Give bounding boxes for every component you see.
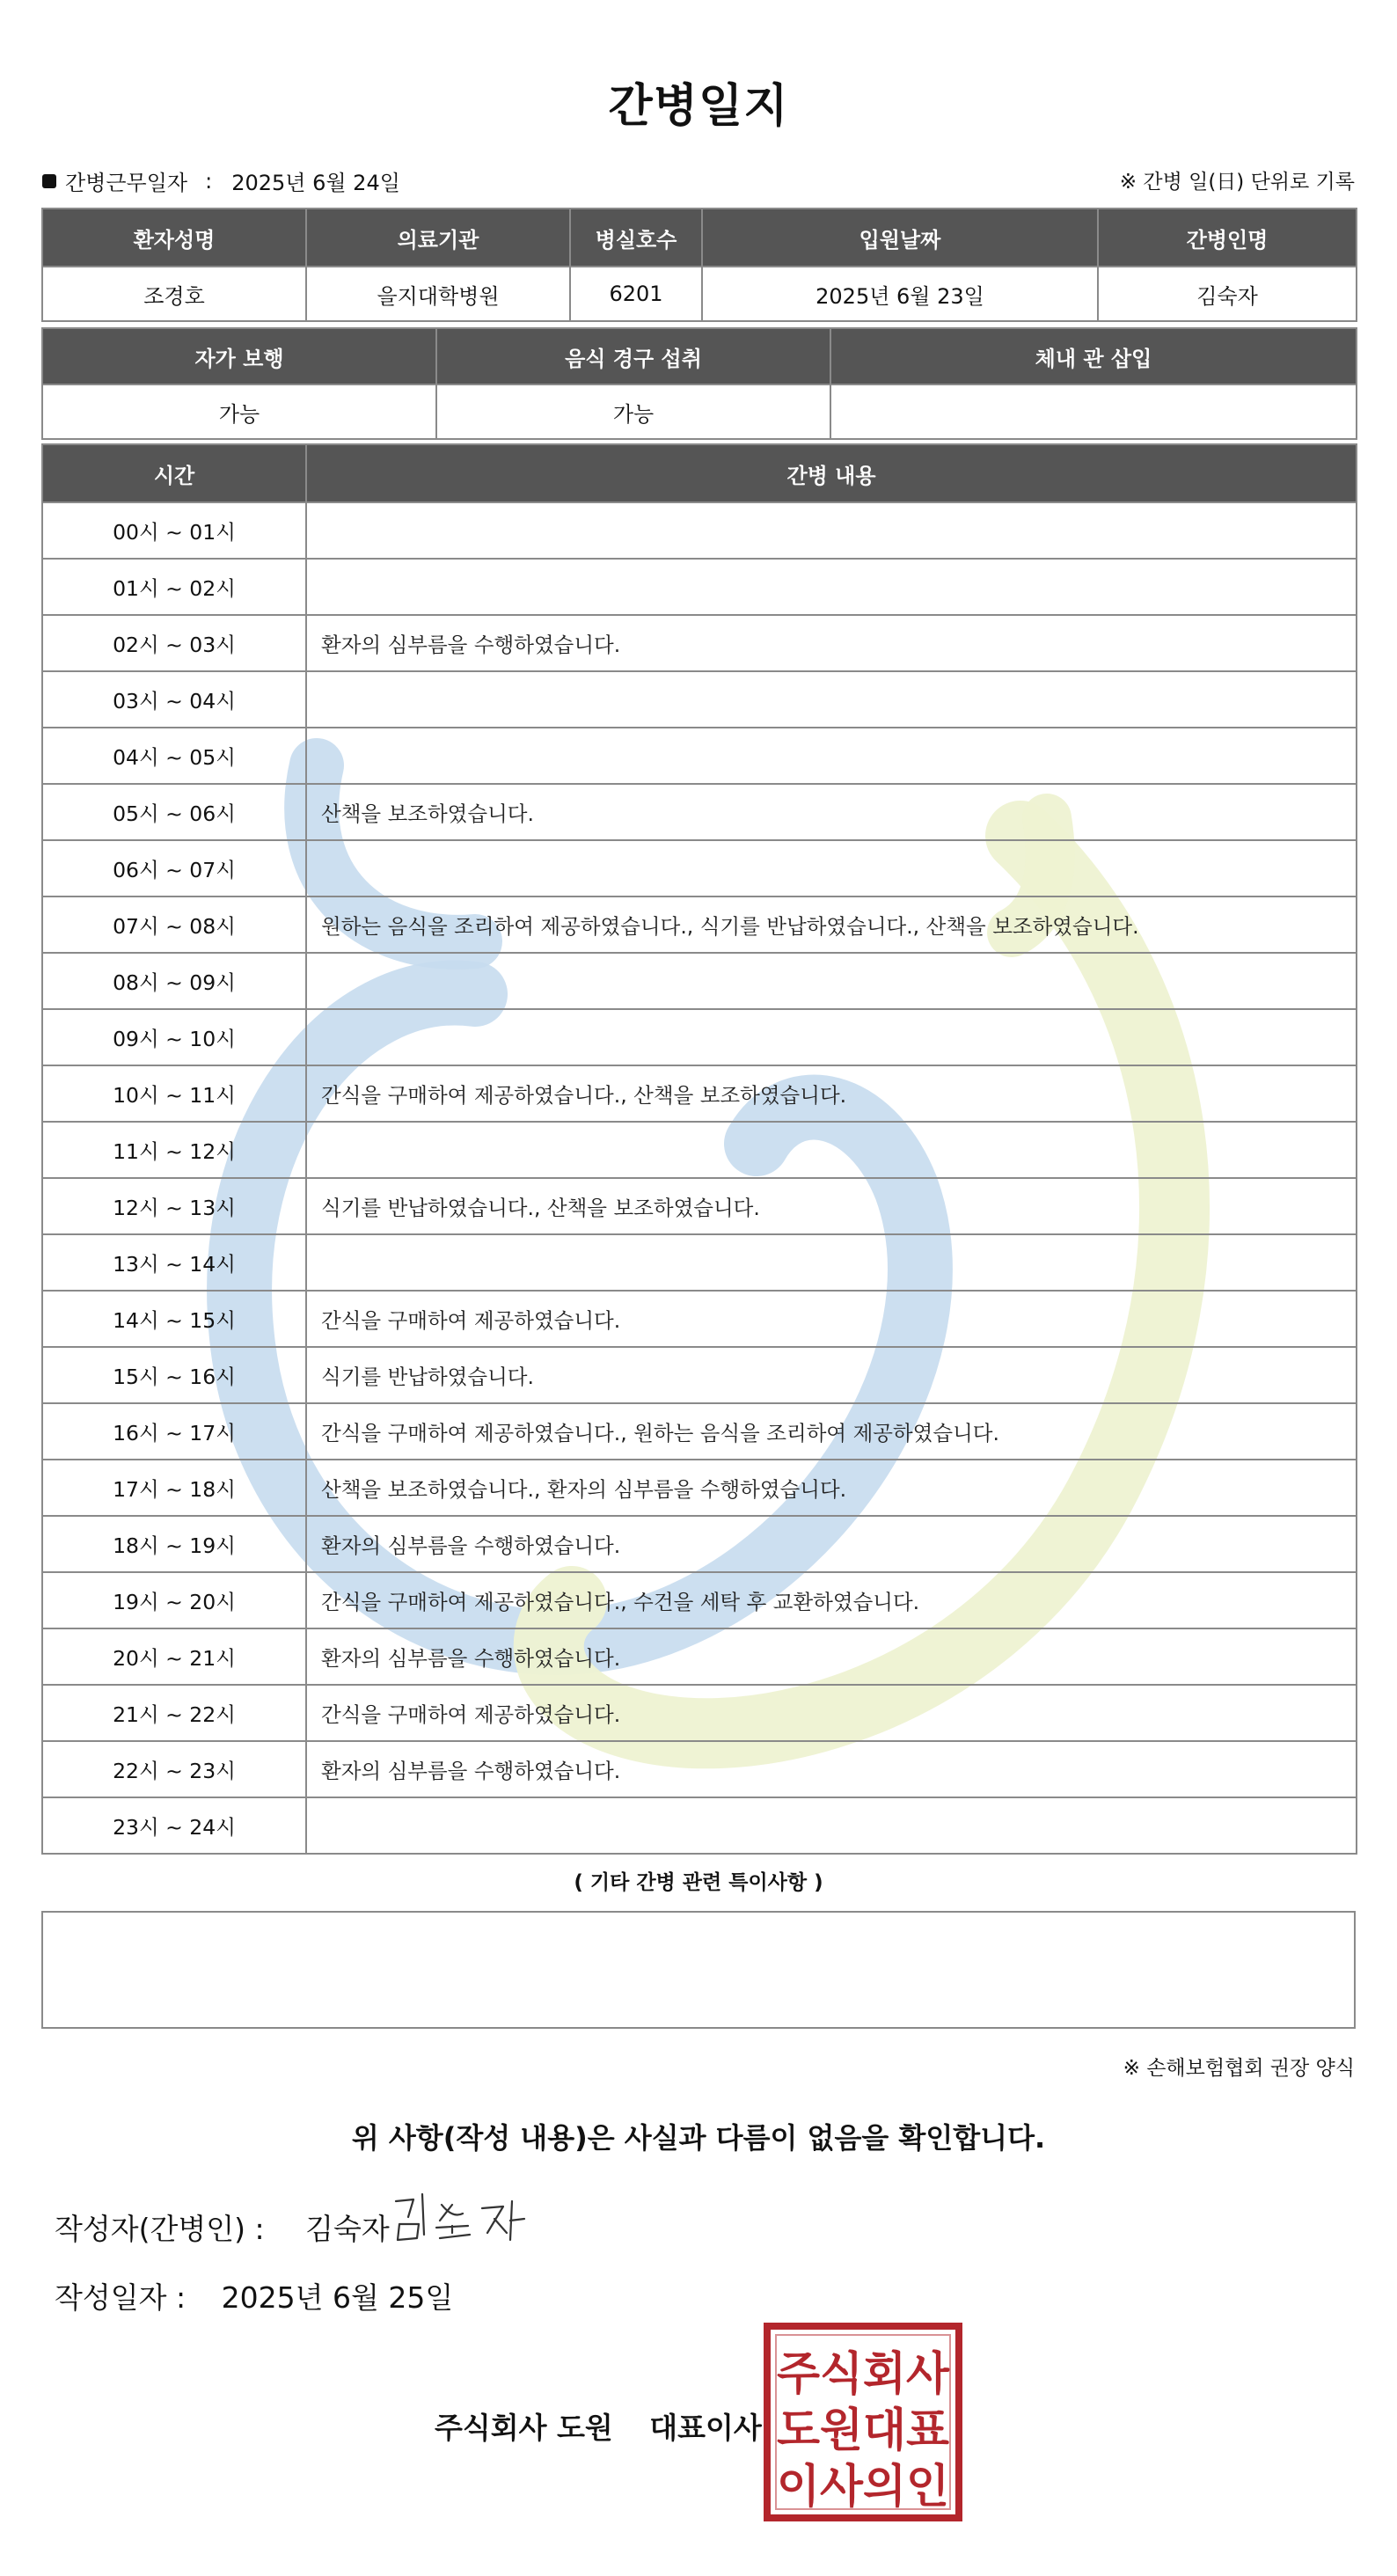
table-row [42,784,1357,840]
log-content: 간식을 구매하여 제공하였습니다., 산책을 보조하였습니다. [306,1065,1357,1122]
log-content [306,502,1357,559]
header-care-content: 간병 내용 [306,444,1357,502]
header-hospital: 의료기관 [306,209,570,267]
log-time: 12시 ~ 13시 [42,1178,306,1234]
table-row [42,671,1357,728]
table-row [42,1122,1357,1178]
table-row [42,896,1357,953]
log-time: 17시 ~ 18시 [42,1460,306,1516]
table-row [42,1516,1357,1572]
writer-line [55,2206,390,2248]
log-time: 03시 ~ 04시 [42,671,306,728]
patient-name: 조경호 [42,267,306,321]
confirmation-statement: 위 사항(작성 내용)은 사실과 다름이 없음을 확인합니다. [351,2121,1046,2155]
company-name: 주식회사 도원 [435,2411,613,2445]
patient-info-value-row [42,267,1357,321]
log-time: 11시 ~ 12시 [42,1122,306,1178]
log-time: 22시 ~ 23시 [42,1741,306,1797]
writer-name: 김숙자 [305,2212,390,2246]
self-walking: 가능 [42,384,436,439]
table-row [42,1178,1357,1234]
log-time: 10시 ~ 11시 [42,1065,306,1122]
notes-box [41,1911,1356,2029]
log-content: 환자의 심부름을 수행하였습니다. [306,1628,1357,1685]
header-room-number: 병실호수 [570,209,702,267]
work-date-colon: : [205,168,213,194]
table-row [42,728,1357,784]
table-row [42,502,1357,559]
written-date-value: 2025년 6월 25일 [221,2280,454,2315]
log-time: 21시 ~ 22시 [42,1685,306,1741]
svg-text:주식회사: 주식회사 [777,2348,950,2401]
log-content [306,728,1357,784]
table-row [42,1797,1357,1854]
log-content: 산책을 보조하였습니다., 환자의 심부름을 수행하였습니다. [306,1460,1357,1516]
log-time: 18시 ~ 19시 [42,1516,306,1572]
table-row [42,840,1357,896]
table-row [42,1628,1357,1685]
work-date [42,165,400,196]
log-content: 간식을 구매하여 제공하였습니다. [306,1685,1357,1741]
log-time: 09시 ~ 10시 [42,1009,306,1065]
written-date-label: 작성일자 : [55,2280,187,2315]
patient-status-table [41,327,1357,440]
admission-date: 2025년 6월 23일 [702,267,1098,321]
log-content: 환자의 심부름을 수행하였습니다. [306,615,1357,671]
table-row [42,1347,1357,1403]
written-date-line [55,2275,453,2316]
work-date-value: 2025년 6월 24일 [231,171,400,195]
header-patient-name: 환자성명 [42,209,306,267]
table-row [42,1460,1357,1516]
log-content: 산책을 보조하였습니다. [306,784,1357,840]
header-oral-intake: 음식 경구 섭취 [436,328,830,384]
table-row [42,559,1357,615]
patient-info-table [41,208,1357,322]
care-log-table [41,443,1357,1855]
form-source-note: ※ 손해보험협회 권장 양식 [1123,2057,1355,2080]
log-content: 식기를 반납하였습니다., 산책을 보조하였습니다. [306,1178,1357,1234]
log-time: 14시 ~ 15시 [42,1291,306,1347]
log-time: 04시 ~ 05시 [42,728,306,784]
header-caregiver-name: 간병인명 [1098,209,1357,267]
table-row [42,615,1357,671]
room-number: 6201 [570,267,702,321]
table-row [42,1685,1357,1741]
log-time: 07시 ~ 08시 [42,896,306,953]
log-time: 05시 ~ 06시 [42,784,306,840]
log-content [306,953,1357,1009]
log-time: 20시 ~ 21시 [42,1628,306,1685]
log-content [306,1009,1357,1065]
table-row [42,1234,1357,1291]
table-row [42,1009,1357,1065]
log-time: 13시 ~ 14시 [42,1234,306,1291]
log-time: 08시 ~ 09시 [42,953,306,1009]
document-title: 간병일지 [608,80,789,133]
log-content [306,1234,1357,1291]
care-log-header-row [42,444,1357,502]
log-time: 16시 ~ 17시 [42,1403,306,1460]
table-row [42,1065,1357,1122]
tube-insertion [830,384,1357,439]
unit-note: ※ 간병 일(日) 단위로 기록 [1119,171,1355,194]
log-content: 환자의 심부름을 수행하였습니다. [306,1516,1357,1572]
log-content [306,671,1357,728]
log-content [306,1122,1357,1178]
table-row [42,1291,1357,1347]
bullet-square-icon [42,174,56,188]
company-ceo-title: 대표이사 [649,2411,762,2445]
header-self-walking: 자가 보행 [42,328,436,384]
patient-status-header-row [42,328,1357,384]
log-content: 식기를 반납하였습니다. [306,1347,1357,1403]
svg-text:도원대표: 도원대표 [777,2404,949,2457]
log-content [306,840,1357,896]
log-content: 간식을 구매하여 제공하였습니다., 원하는 음식을 조리하여 제공하였습니다. [306,1403,1357,1460]
log-time: 15시 ~ 16시 [42,1347,306,1403]
log-time: 23시 ~ 24시 [42,1797,306,1854]
svg-text:이사의인: 이사의인 [777,2461,949,2514]
table-row [42,1403,1357,1460]
log-time: 06시 ~ 07시 [42,840,306,896]
header-admission-date: 입원날짜 [702,209,1098,267]
table-row [42,1741,1357,1797]
table-row [42,953,1357,1009]
log-content [306,559,1357,615]
writer-label: 작성자(간병인) : [55,2212,265,2246]
patient-info-header-row [42,209,1357,267]
log-content [306,1797,1357,1854]
log-time: 02시 ~ 03시 [42,615,306,671]
log-content: 환자의 심부름을 수행하였습니다. [306,1741,1357,1797]
log-content: 간식을 구매하여 제공하였습니다., 수건을 세탁 후 교환하였습니다. [306,1572,1357,1628]
patient-status-value-row [42,384,1357,439]
header-time: 시간 [42,444,306,502]
log-time: 00시 ~ 01시 [42,502,306,559]
work-date-label: 간병근무일자 [65,171,188,195]
log-content: 간식을 구매하여 제공하였습니다. [306,1291,1357,1347]
notes-title: ( 기타 간병 관련 특이사항 ) [574,1871,823,1894]
log-time: 19시 ~ 20시 [42,1572,306,1628]
log-time: 01시 ~ 02시 [42,559,306,615]
hospital: 을지대학병원 [306,267,570,321]
caregiver-name: 김숙자 [1098,267,1357,321]
company-seal-stamp [764,2323,962,2521]
oral-intake: 가능 [436,384,830,439]
handwritten-signature [378,2182,554,2261]
table-row [42,1572,1357,1628]
log-content: 원하는 음식을 조리하여 제공하였습니다., 식기를 반납하였습니다., 산책을 보조하였습니다. [306,896,1357,953]
header-tube-insertion: 체내 관 삽입 [830,328,1357,384]
company-signature-line [435,2405,762,2447]
